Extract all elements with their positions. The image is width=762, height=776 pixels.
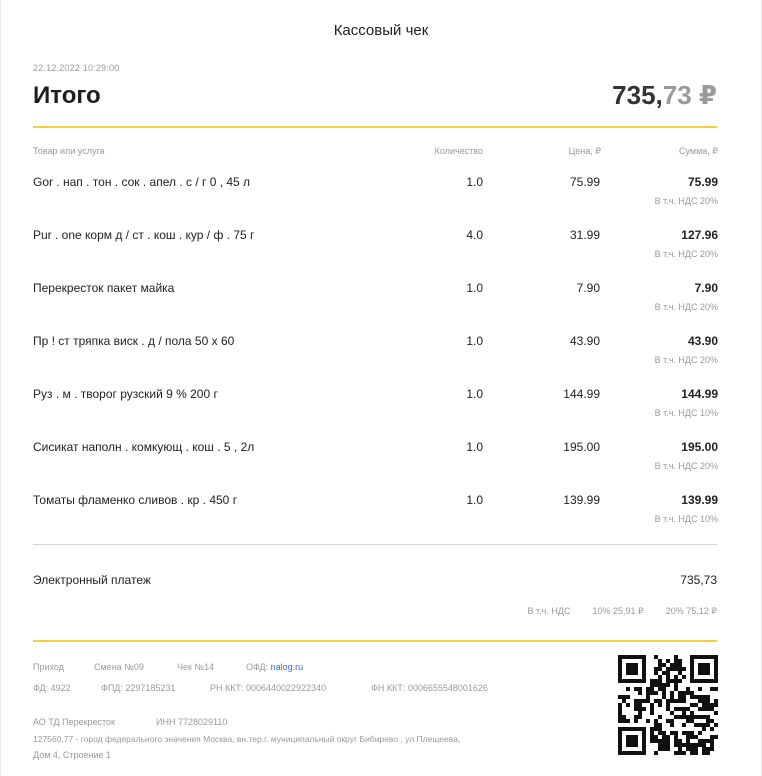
organization-inn: ИНН 7728029110 [156,717,228,727]
check-number: Чек №14 [177,662,215,672]
vat-summary-label: В т.ч. НДС [527,606,571,616]
item-name: Пр ! ст тряпка виск . д / пола 50 x 60 [33,334,235,348]
item-price: 31.99 [569,228,600,242]
item-vat: В т.ч. НДС 10% [654,408,718,418]
column-header-sum: Сумма, ₽ [678,146,718,156]
organization-address-line2: Дом 4, Строение 1 [33,750,112,760]
item-quantity: 1.0 [466,440,483,454]
item-price: 7.90 [576,281,600,295]
shift-number: Смена №09 [94,662,144,672]
header-divider [33,126,717,128]
organization-name: АО ТД Перекресток [33,717,115,727]
item-price: 195.00 [563,440,600,454]
item-price: 75.99 [569,175,600,189]
ofd-info [246,662,303,672]
item-quantity: 1.0 [466,175,483,189]
item-vat: В т.ч. НДС 20% [654,249,718,259]
receipt-title: Кассовый чек [333,22,429,39]
item-price: 144.99 [563,387,600,401]
footer-divider [33,640,717,642]
column-header-quantity: Количество [434,146,483,156]
item-vat: В т.ч. НДС 20% [654,196,718,206]
ofd-label: ОФД: [246,662,269,672]
receipt-datetime: 22.12.2022 10:29:00 [33,63,120,73]
item-vat: В т.ч. НДС 20% [654,461,718,471]
item-name: Gor . нап . тон . сок . апел . с / г 0 , 45 л [33,175,251,189]
item-sum: 127.96 [681,228,718,242]
item-sum: 144.99 [681,387,718,401]
vat-summary [506,606,717,617]
item-sum: 43.90 [687,334,718,348]
item-quantity: 4.0 [466,228,483,242]
item-quantity: 1.0 [466,387,483,401]
total-amount [612,80,717,111]
item-vat: В т.ч. НДС 20% [654,302,718,312]
fd-number: ФД: 4922 [33,683,71,693]
total-label: Итого [33,82,101,109]
item-sum: 7.90 [694,281,718,295]
total-kopecks: 73 ₽ [662,80,717,110]
column-header-item: Товар или услуга [33,146,105,156]
item-price: 43.90 [569,334,600,348]
item-quantity: 1.0 [466,334,483,348]
ofd-link[interactable]: nalog.ru [270,662,304,672]
item-price: 139.99 [563,493,600,507]
item-name: Перекресток пакет майка [33,281,175,295]
item-name: Pur . one корм д / ст . кош . кур / ф . 75 г [33,228,255,242]
fpd-number: ФПД: 2297185231 [101,683,176,693]
payment-label: Электронный платеж [33,573,151,587]
items-divider [33,544,717,545]
payment-value: 735,73 [680,573,717,587]
total-rubles: 735, [612,80,663,110]
item-sum: 139.99 [681,493,718,507]
item-vat: В т.ч. НДС 20% [654,355,718,365]
organization-address: 127560,77 - город федерального значения Москва, вн.тер.г. муниципальный округ Бибирево , ул Плещеева, [33,734,461,744]
item-name: Руз . м . творог рузский 9 % 200 г [33,387,218,401]
qr-code-icon[interactable] [618,655,718,755]
operation-type: Приход [33,662,64,672]
item-quantity: 1.0 [466,281,483,295]
rn-kkt-number: РН ККТ: 0006440022922340 [210,683,327,693]
column-header-price: Цена, ₽ [568,146,601,156]
item-sum: 75.99 [687,175,718,189]
item-name: Сисикат наполн . комкующ . кош . 5 , 2л [33,440,255,454]
item-quantity: 1.0 [466,493,483,507]
item-name: Томаты фламенко сливов . кр . 450 г [33,493,238,507]
fn-kkt-number: ФН ККТ: 0006655548001626 [371,683,488,693]
item-sum: 195.00 [681,440,718,454]
item-vat: В т.ч. НДС 10% [654,514,718,524]
vat-20-amount: 20% 75,12 ₽ [665,606,717,616]
vat-10-amount: 10% 25,91 ₽ [592,606,644,616]
